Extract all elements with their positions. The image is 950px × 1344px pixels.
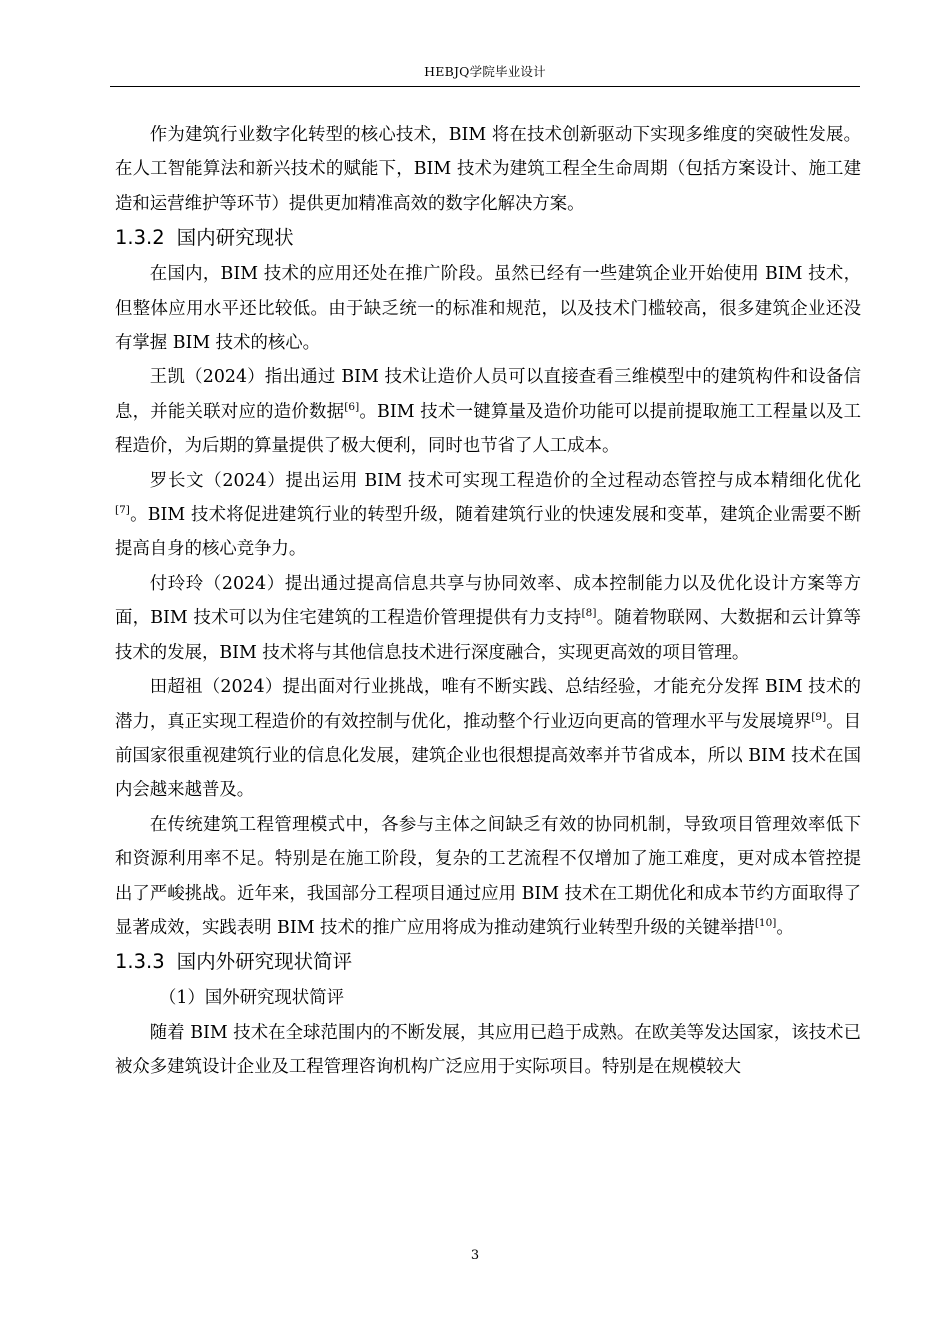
paragraph-text: 。BIM 技术将促进建筑行业的转型升级，随着建筑行业的快速发展和变革，建筑企业需要不断提高自身的核心竞争力。 [115,505,861,560]
section-heading-1-3-3 [115,945,861,979]
paragraph-wang-kai [115,360,861,463]
paragraph-fu-lingling [115,567,861,670]
citation-ref: [7] [115,504,130,517]
citation-ref: [6] [344,400,360,413]
paragraph-text: 付玲玲（2024）提出通过提高信息共享与协同效率、成本控制能力以及优化设计方案等方面，BIM 技术可以为住宅建筑的工程造价管理提供有力支持 [115,573,861,629]
paragraph-tian-chaozu [115,670,861,808]
header-divider [110,86,860,87]
subheading-foreign-review: （1）国外研究现状简评 [159,988,344,1009]
paragraph-traditional-management [115,808,861,946]
paragraph-text: 在传统建筑工程管理模式中，各参与主体之间缺乏有效的协同机制，导致项目管理效率低下和资源利用率不足。特别是在施工阶段，复杂的工艺流程不仅增加了施工难度，更对成本管控提出了严峻挑战。近年来，我国部分工程项目通过应用 BIM 技术在工期优化和成本节约方面取得了显著成效，实践表明 BIM 技术的推广应用将成为推动建筑行业转型升级的关键举措 [115,814,861,938]
paragraph-text: 。目前国家很重视建筑行业的信息化发展，建筑企业也很想提高效率并节省成本，所以 BIM 技术在国内会越来越普及。 [115,711,861,801]
section-number: 1.3.3 [115,950,165,974]
paragraph-text: 王凯（2024）指出通过 BIM 技术让造价人员可以直接查看三维模型中的建筑构件和设备信息，并能关联对应的造价数据 [115,367,861,422]
citation-ref: [8] [581,607,597,620]
citation-ref: [9] [811,710,827,723]
citation-ref: [10] [754,916,777,929]
section-title: 国内研究现状 [176,226,294,250]
paragraph-text: 。 [776,917,794,938]
paragraph-text: 。BIM 技术一键算量及造价功能可以提前提取施工工程量以及工程造价，为后期的算量提供了极大便利，同时也节省了人工成本。 [115,401,861,457]
paragraph-luo-changwen [115,464,861,567]
section-number: 1.3.2 [115,226,165,250]
paragraph-global-bim: 随着 BIM 技术在全球范围内的不断发展，其应用已趋于成熟。在欧美等发达国家，该技术已被众多建筑设计企业及工程管理咨询机构广泛应用于实际项目。特别是在规模较大 [115,1022,861,1078]
paragraph-domestic-status: 在国内，BIM 技术的应用还处在推广阶段。虽然已经有一些建筑企业开始使用 BIM 技术，但整体应用水平还比较低。由于缺乏统一的标准和规范，以及技术门槛较高，很多建筑企业还没有掌握 BIM 技术的核心。 [115,264,861,354]
page-header-title: HEBJQ学院毕业设计 [424,64,546,79]
section-title: 国内外研究现状简评 [176,950,353,974]
paragraph-text: 田超祖（2024）提出面对行业挑战，唯有不断实践、总结经验，才能充分发挥 BIM 技术的潜力，真正实现工程造价的有效控制与优化，推动整个行业迈向更高的管理水平与发展境界 [115,677,861,732]
section-heading-1-3-2 [115,221,861,255]
paragraph-text: 罗长文（2024）提出运用 BIM 技术可实现工程造价的全过程动态管控与成本精细化优化 [149,470,861,491]
paragraph-text: 。随着物联网、大数据和云计算等技术的发展，BIM 技术将与其他信息技术进行深度融合，实现更高效的项目管理。 [115,608,861,663]
paragraph-bim-future: 作为建筑行业数字化转型的核心技术，BIM 将在技术创新驱动下实现多维度的突破性发展。在人工智能算法和新兴技术的赋能下，BIM 技术为建筑工程全生命周期（包括方案设计、施工建造和运营维护等环节）提供更加精准高效的数字化解决方案。 [115,125,861,214]
page-number: 3 [470,1248,480,1263]
document-body [115,118,861,1085]
